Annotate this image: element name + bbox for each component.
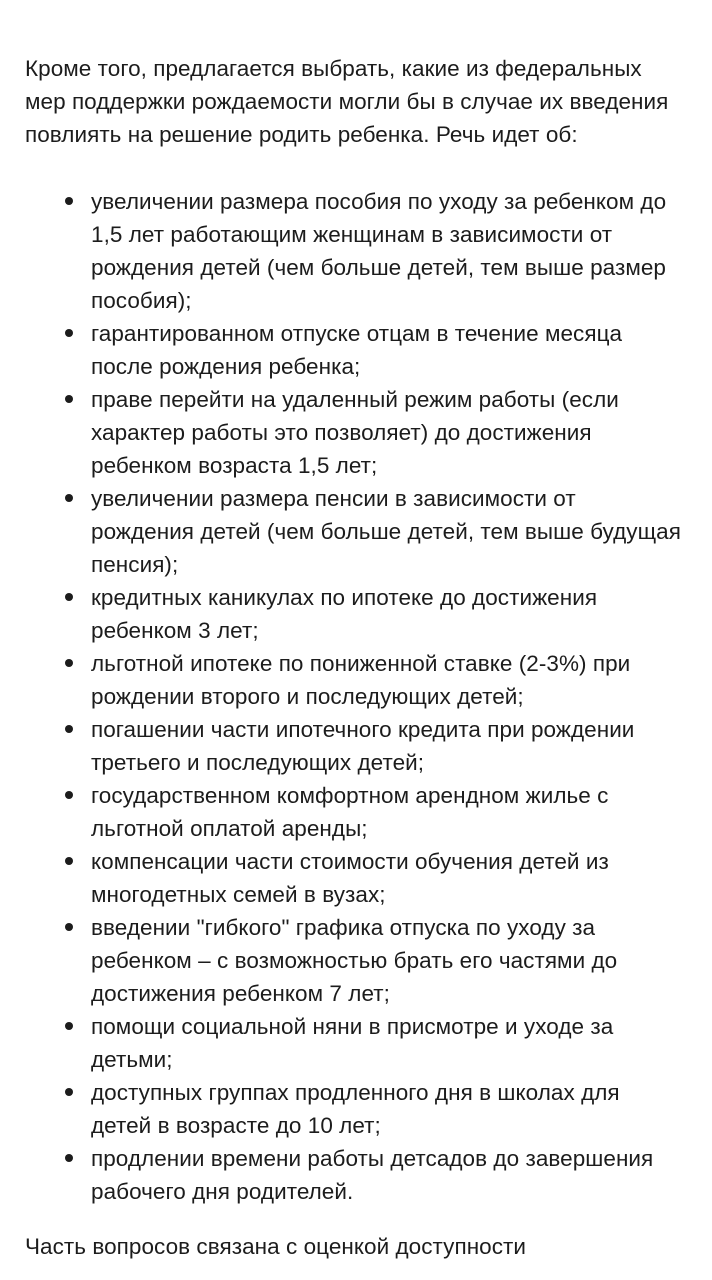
list-item (25, 317, 684, 383)
list-item-text: помощи социальной няни в присмотре и уходе за детьми; (91, 1014, 614, 1072)
list-item-text: компенсации части стоимости обучения детей из многодетных семей в вузах; (91, 849, 609, 907)
bullet-icon (65, 725, 73, 733)
bullet-icon (65, 923, 73, 931)
list-item-text: увеличении размера пенсии в зависимости от рождения детей (чем больше детей, тем выше будущая пенсия); (91, 486, 681, 577)
list-item (25, 779, 684, 845)
outro-paragraph: Часть вопросов связана с оценкой доступности (25, 1234, 527, 1259)
list-item (25, 1142, 684, 1208)
support-measures-list (25, 185, 684, 1208)
bullet-icon (65, 1154, 73, 1162)
list-item-text: увеличении размера пособия по уходу за ребенком до 1,5 лет работающим женщинам в зависимости от рождения детей (чем больше детей, тем выше размер пособия); (91, 189, 667, 313)
bullet-icon (65, 659, 73, 667)
list-item-text: кредитных каникулах по ипотеке до достижения ребенком 3 лет; (91, 585, 598, 643)
list-item (25, 647, 684, 713)
bullet-icon (65, 494, 73, 502)
list-item (25, 713, 684, 779)
list-item (25, 911, 684, 1010)
list-item (25, 383, 684, 482)
list-item-text: продлении времени работы детсадов до завершения рабочего дня родителей. (91, 1146, 654, 1204)
list-item-text: гарантированном отпуске отцам в течение месяца после рождения ребенка; (91, 321, 623, 379)
list-item-text: государственном комфортном арендном жилье с льготной оплатой аренды; (91, 783, 609, 841)
bullet-icon (65, 857, 73, 865)
bullet-icon (65, 329, 73, 337)
list-item-text: льготной ипотеке по пониженной ставке (2-3%) при рождении второго и последующих детей; (91, 651, 631, 709)
list-item (25, 185, 684, 317)
list-item (25, 581, 684, 647)
bullet-icon (65, 593, 73, 601)
bullet-icon (65, 1022, 73, 1030)
list-item (25, 1010, 684, 1076)
intro-paragraph: Кроме того, предлагается выбрать, какие из федеральных мер поддержки рождаемости могли бы в случае их введения повлиять на решение родить ребенка. Речь идет об: (25, 56, 669, 147)
bullet-icon (65, 395, 73, 403)
bullet-icon (65, 197, 73, 205)
list-item (25, 845, 684, 911)
bullet-icon (65, 1088, 73, 1096)
bullet-icon (65, 791, 73, 799)
list-item-text: погашении части ипотечного кредита при рождении третьего и последующих детей; (91, 717, 635, 775)
list-item-text: праве перейти на удаленный режим работы (если характер работы это позволяет) до достижения ребенком возраста 1,5 лет; (91, 387, 619, 478)
list-item (25, 482, 684, 581)
list-item-text: доступных группах продленного дня в школах для детей в возрасте до 10 лет; (91, 1080, 620, 1138)
list-item (25, 1076, 684, 1142)
list-item-text: введении "гибкого" графика отпуска по уходу за ребенком – с возможностью брать его частями до достижения ребенком 7 лет; (91, 915, 618, 1006)
